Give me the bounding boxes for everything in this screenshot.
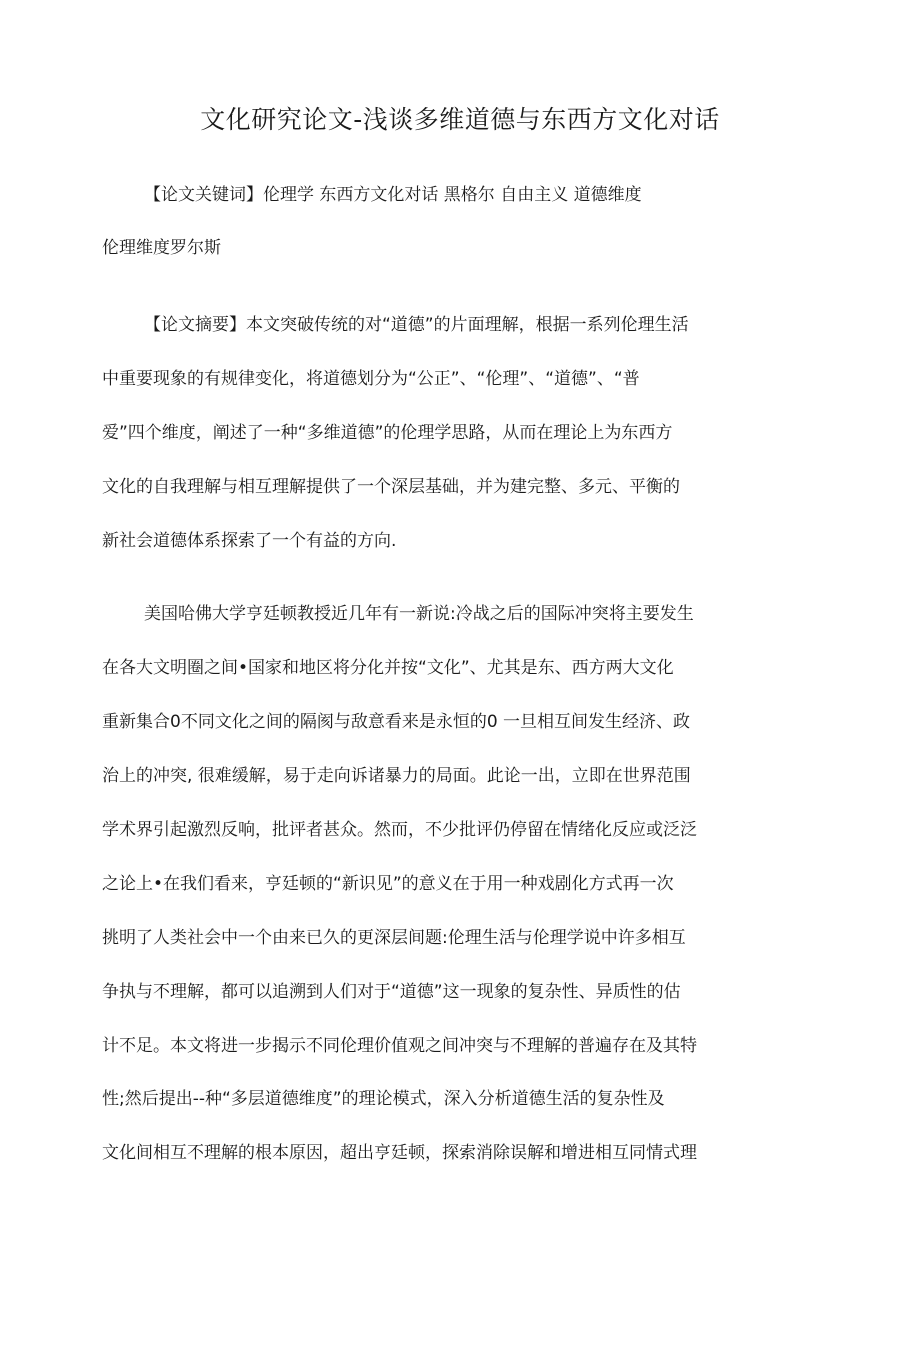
abstract-line: 中重要现象的有规律变化，将道德划分为“公正”、“伦理”、“道德”、“普 xyxy=(102,369,640,389)
keywords-line-1: 【论文关键词】伦理学 东西方文化对话 黑格尔 自由主义 道德维度 xyxy=(144,185,642,205)
body-line: 性;然后提出--种“多层道德维度”的理论模式，深入分析道德生活的复杂性及 xyxy=(102,1089,665,1109)
body-line: 学术界引起激烈反响，批评者甚众。然而，不少批评仍停留在情绪化反应或泛泛 xyxy=(102,820,697,840)
keywords-line-2: 伦理维度罗尔斯 xyxy=(102,238,221,258)
body-line: 计不足。本文将进一步揭示不同伦理价值观之间冲突与不理解的普遍存在及其特 xyxy=(102,1036,697,1056)
body-line: 重新集合0不同文化之间的隔阂与敌意看来是永恒的0 一旦相互间发生经济、政 xyxy=(102,712,691,732)
abstract-line: 文化的自我理解与相互理解提供了一个深层基础，并为建完整、多元、平衡的 xyxy=(102,477,680,497)
body-line: 治上的冲突, 很难缓解，易于走向诉诸暴力的局面。此论一出，立即在世界范围 xyxy=(102,766,691,786)
abstract-line: 爱”四个维度，阐述了一种“多维道德”的伦理学思路，从而在理论上为东西方 xyxy=(102,423,673,443)
abstract-line: 新社会道德体系探索了一个有益的方向. xyxy=(102,531,397,551)
body-line: 美国哈佛大学亨廷顿教授近几年有一新说:冷战之后的国际冲突将主要发生 xyxy=(144,604,694,624)
body-line: 挑明了人类社会中一个由来已久的更深层间题:伦理生活与伦理学说中许多相互 xyxy=(102,928,686,948)
paper-title: 文化研究论文-浅谈多维道德与东西方文化对话 xyxy=(200,105,720,134)
body-line: 在各大文明圈之间•国家和地区将分化并按“文化”、尤其是东、西方两大文化 xyxy=(102,658,674,678)
body-line: 之论上•在我们看来，亨廷顿的“新识见”的意义在于用一种戏剧化方式再一次 xyxy=(102,874,674,894)
body-line: 争执与不理解，都可以追溯到人们对于“道德”这一现象的复杂性、异质性的估 xyxy=(102,982,681,1002)
body-line: 文化间相互不理解的根本原因，超出亨廷顿，探索消除误解和增进相互同情式理 xyxy=(102,1143,697,1163)
abstract-line: 【论文摘要】本文突破传统的对“道德”的片面理解，根据一系列伦理生活 xyxy=(144,315,689,335)
